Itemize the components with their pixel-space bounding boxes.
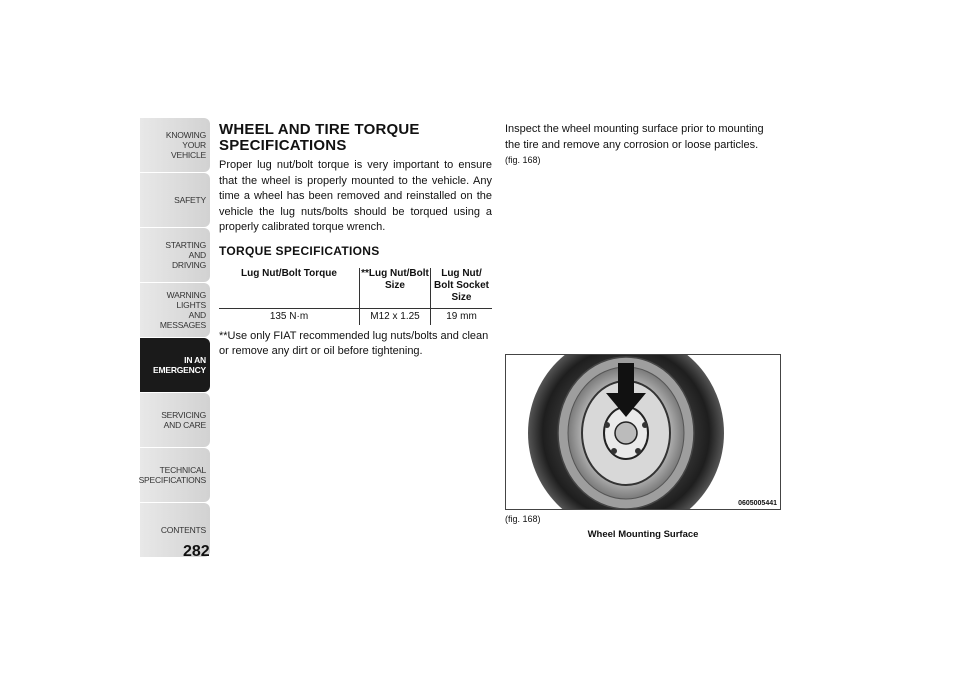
tab-label: SERVICING AND CARE [161,410,206,430]
header-torque: Lug Nut/Bolt Torque [241,267,337,279]
figure-code: 0605005441 [738,500,777,507]
torque-note: **Use only FIAT recommended lug nuts/bolts and clean or remove any dirt or oil before tightening. [219,329,489,357]
tab-warning-lights[interactable] [140,283,210,337]
header-size: **Lug Nut/Bolt Size [360,268,431,309]
tab-label: TECHNICAL SPECIFICATIONS [138,465,206,485]
section-title: WHEEL AND TIRE TORQUE SPECIFICATIONS [219,121,420,154]
tab-starting-and-driving[interactable] [140,228,210,282]
tab-in-an-emergency[interactable] [140,338,210,392]
figure-reference: (fig. 168) [505,155,541,165]
intro-paragraph: Proper lug nut/bolt torque is very important to ensure that the wheel is properly mounted to the vehicle. Any time a wheel has been removed and reinstalled on the vehicle the lug nuts/bolts should be torqued using a properly calibrated torque wrench. [219,159,492,233]
cell-socket: 19 mm [431,308,493,325]
figure-caption: Wheel Mounting Surface [587,529,699,540]
hub-center [615,422,637,444]
inspection-section [505,122,780,165]
bolt-hole [604,422,610,428]
wheel-illustration [506,355,780,509]
cell-size: M12 x 1.25 [360,308,431,325]
tab-servicing-and-care[interactable] [140,393,210,447]
tab-label: KNOWING YOUR VEHICLE [165,130,206,160]
subheading: TORQUE SPECIFICATIONS [219,243,380,258]
tab-label: STARTING AND DRIVING [165,240,206,270]
header-socket: Lug Nut/ Bolt Socket Size [431,268,493,309]
tab-technical-specifications[interactable] [140,448,210,502]
torque-section [219,122,492,371]
bolt-hole [642,422,648,428]
figure-caption-reference: (fig. 168) [505,514,541,524]
tab-safety[interactable] [140,173,210,227]
torque-table [219,268,492,325]
table-header-row [219,268,492,309]
tab-label: WARNING LIGHTS AND MESSAGES [159,290,206,330]
bolt-hole [611,448,617,454]
cell-torque: 135 N·m [219,308,360,325]
table-row [219,308,492,325]
tab-label: CONTENTS [160,525,206,535]
chapter-tabs [140,118,210,558]
wheel-figure [505,354,781,510]
tab-knowing-your-vehicle[interactable] [140,118,210,172]
bolt-hole [635,448,641,454]
tab-label: IN AN EMERGENCY [153,355,206,375]
tab-label: SAFETY [174,195,206,205]
inspection-paragraph: Inspect the wheel mounting surface prior to mounting the tire and remove any corrosion or loose particles. [505,123,764,151]
page-number: 282 [183,543,210,560]
